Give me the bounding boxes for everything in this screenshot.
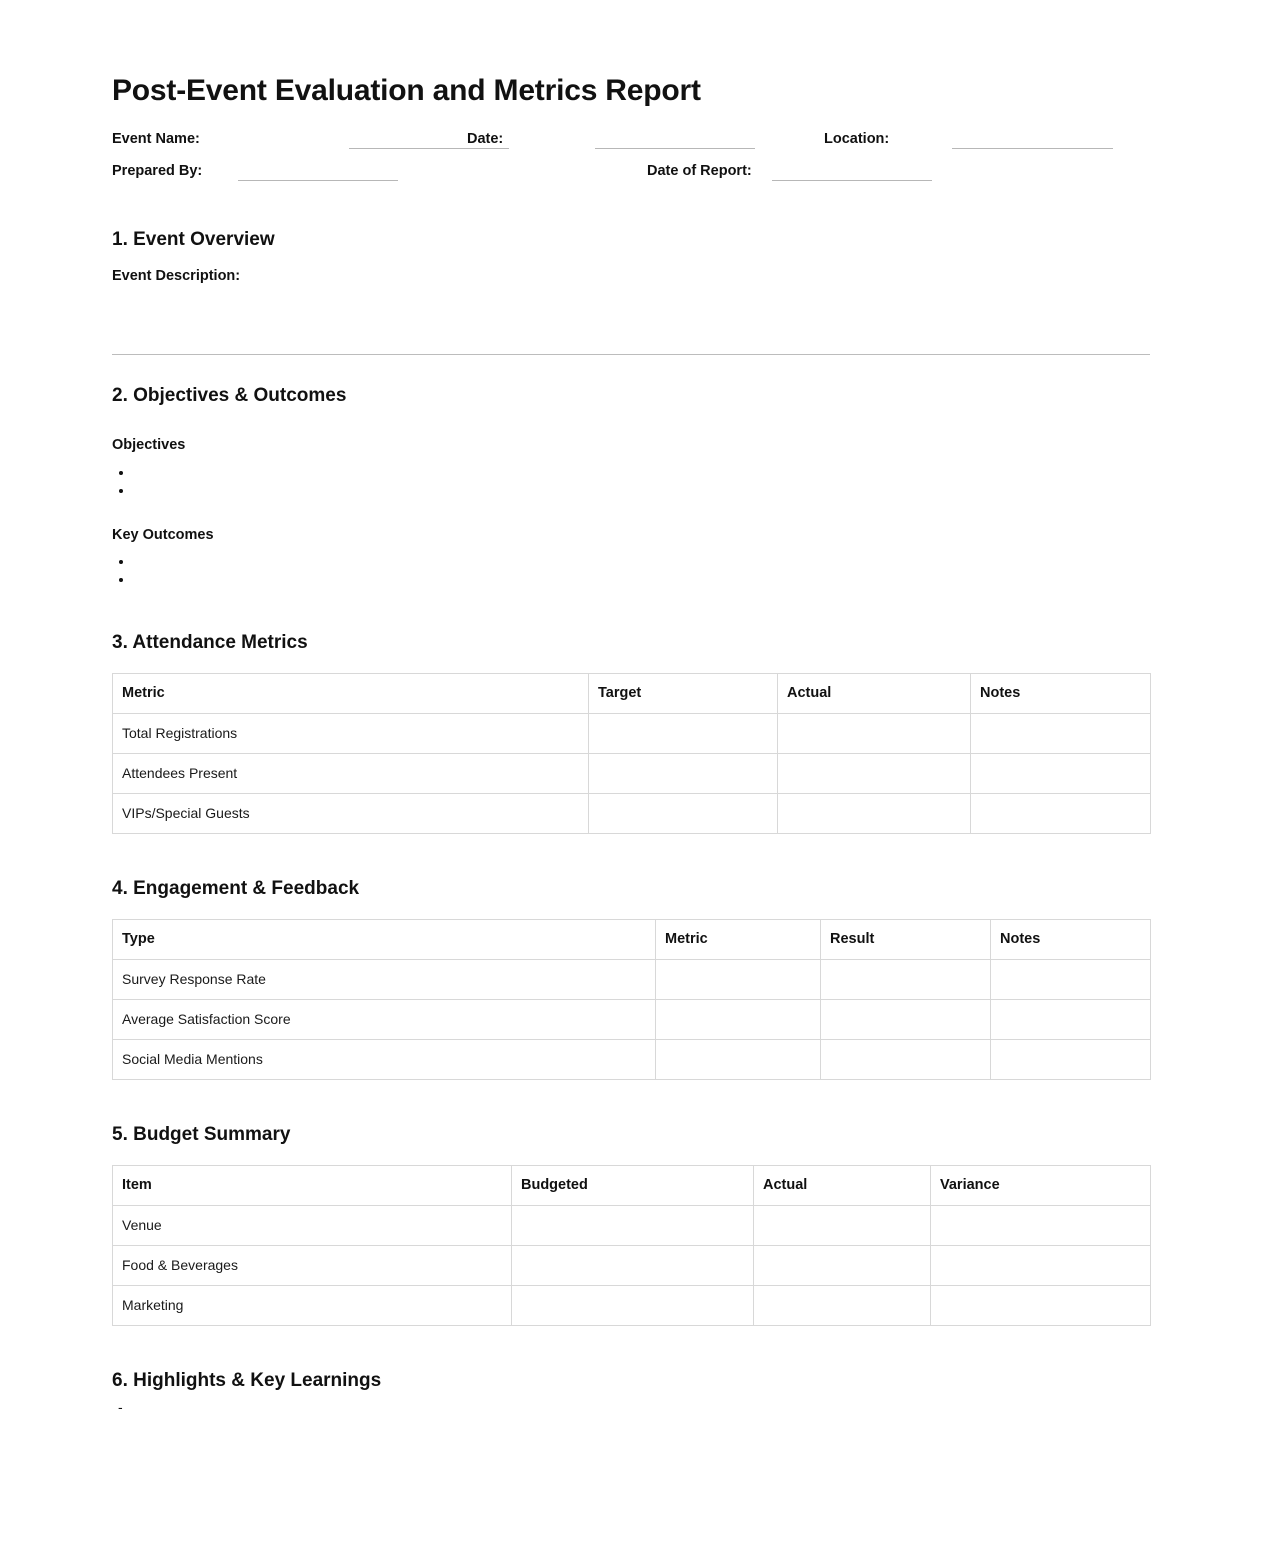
section-heading-event-overview: 1. Event Overview [112, 228, 275, 250]
date-label: Date: [467, 130, 504, 147]
cell-notes[interactable] [971, 754, 1151, 794]
cell-actual[interactable] [778, 754, 971, 794]
section-heading-budget-summary: 5. Budget Summary [112, 1123, 291, 1145]
date-of-report-input[interactable] [772, 180, 932, 181]
cell-notes[interactable] [971, 714, 1151, 754]
table-row [113, 714, 1151, 754]
cell-variance[interactable] [931, 1205, 1151, 1245]
column-header-result: Result [821, 919, 991, 959]
cell-budgeted[interactable] [512, 1205, 754, 1245]
column-header-type: Type [113, 919, 656, 959]
attendance-metrics-table [112, 673, 1151, 834]
table-header-row [113, 919, 1151, 959]
cell-metric[interactable] [656, 1039, 821, 1079]
table-header-row [113, 1165, 1151, 1205]
section-heading-engagement-feedback: 4. Engagement & Feedback [112, 878, 360, 900]
event-name-label: Event Name: [112, 130, 200, 147]
cell-variance[interactable] [931, 1285, 1151, 1325]
column-header-target: Target [589, 674, 778, 714]
document-content [112, 74, 1150, 1416]
cell-actual[interactable] [754, 1205, 931, 1245]
key-outcomes-list [112, 552, 1150, 588]
prepared-by-input[interactable] [238, 180, 398, 181]
cell-type: Social Media Mentions [113, 1039, 656, 1079]
list-item[interactable] [134, 481, 1150, 499]
page-title: Post-Event Evaluation and Metrics Report [112, 74, 701, 107]
key-outcomes-label: Key Outcomes [112, 526, 214, 543]
cell-result[interactable] [821, 1039, 991, 1079]
cell-result[interactable] [821, 959, 991, 999]
column-header-metric: Metric [656, 919, 821, 959]
list-item[interactable] [134, 463, 1150, 481]
highlights-list [112, 1398, 1150, 1416]
table-row [113, 754, 1151, 794]
cell-metric: Attendees Present [113, 754, 589, 794]
list-item[interactable] [134, 552, 1150, 570]
section-heading-highlights-key-learnings: 6. Highlights & Key Learnings [112, 1369, 382, 1391]
cell-target[interactable] [589, 794, 778, 834]
column-header-actual: Actual [778, 674, 971, 714]
location-input[interactable] [952, 148, 1113, 149]
table-row [113, 1205, 1151, 1245]
table-row [113, 999, 1151, 1039]
section-heading-objectives-outcomes: 2. Objectives & Outcomes [112, 384, 347, 406]
table-header-row [113, 674, 1151, 714]
cell-notes[interactable] [991, 999, 1151, 1039]
date-input[interactable] [595, 148, 755, 149]
cell-item: Food & Beverages [113, 1245, 512, 1285]
cell-notes[interactable] [991, 959, 1151, 999]
cell-notes[interactable] [991, 1039, 1151, 1079]
cell-target[interactable] [589, 714, 778, 754]
column-header-item: Item [113, 1165, 512, 1205]
cell-variance[interactable] [931, 1245, 1151, 1285]
cell-metric: VIPs/Special Guests [113, 794, 589, 834]
cell-result[interactable] [821, 999, 991, 1039]
table-row [113, 959, 1151, 999]
section-divider [112, 354, 1150, 355]
table-row [113, 1285, 1151, 1325]
event-description-label: Event Description: [112, 268, 241, 285]
list-item[interactable]: - [118, 1399, 123, 1416]
column-header-variance: Variance [931, 1165, 1151, 1205]
cell-item: Venue [113, 1205, 512, 1245]
table-row [113, 794, 1151, 834]
column-header-budgeted: Budgeted [512, 1165, 754, 1205]
cell-metric: Total Registrations [113, 714, 589, 754]
cell-metric[interactable] [656, 999, 821, 1039]
column-header-notes: Notes [991, 919, 1151, 959]
event-description-input[interactable] [112, 286, 1150, 314]
cell-actual[interactable] [754, 1285, 931, 1325]
cell-actual[interactable] [778, 714, 971, 754]
cell-budgeted[interactable] [512, 1285, 754, 1325]
cell-type: Average Satisfaction Score [113, 999, 656, 1039]
column-header-actual: Actual [754, 1165, 931, 1205]
prepared-by-label: Prepared By: [112, 162, 203, 179]
cell-metric[interactable] [656, 959, 821, 999]
table-row [113, 1245, 1151, 1285]
header-fields-row-1 [112, 131, 1150, 163]
column-header-notes: Notes [971, 674, 1151, 714]
section-heading-attendance-metrics: 3. Attendance Metrics [112, 632, 308, 654]
column-header-metric: Metric [113, 674, 589, 714]
list-item[interactable] [134, 570, 1150, 588]
cell-budgeted[interactable] [512, 1245, 754, 1285]
cell-item: Marketing [113, 1285, 512, 1325]
location-label: Location: [824, 130, 890, 147]
engagement-feedback-table [112, 919, 1151, 1080]
cell-target[interactable] [589, 754, 778, 794]
table-row [113, 1039, 1151, 1079]
cell-actual[interactable] [754, 1245, 931, 1285]
event-name-input[interactable] [349, 148, 509, 149]
cell-notes[interactable] [971, 794, 1151, 834]
header-fields-row-2 [112, 163, 1150, 195]
objectives-label: Objectives [112, 437, 186, 454]
budget-summary-table [112, 1165, 1151, 1326]
date-of-report-label: Date of Report: [647, 162, 752, 179]
objectives-list [112, 463, 1150, 499]
cell-actual[interactable] [778, 794, 971, 834]
cell-type: Survey Response Rate [113, 959, 656, 999]
